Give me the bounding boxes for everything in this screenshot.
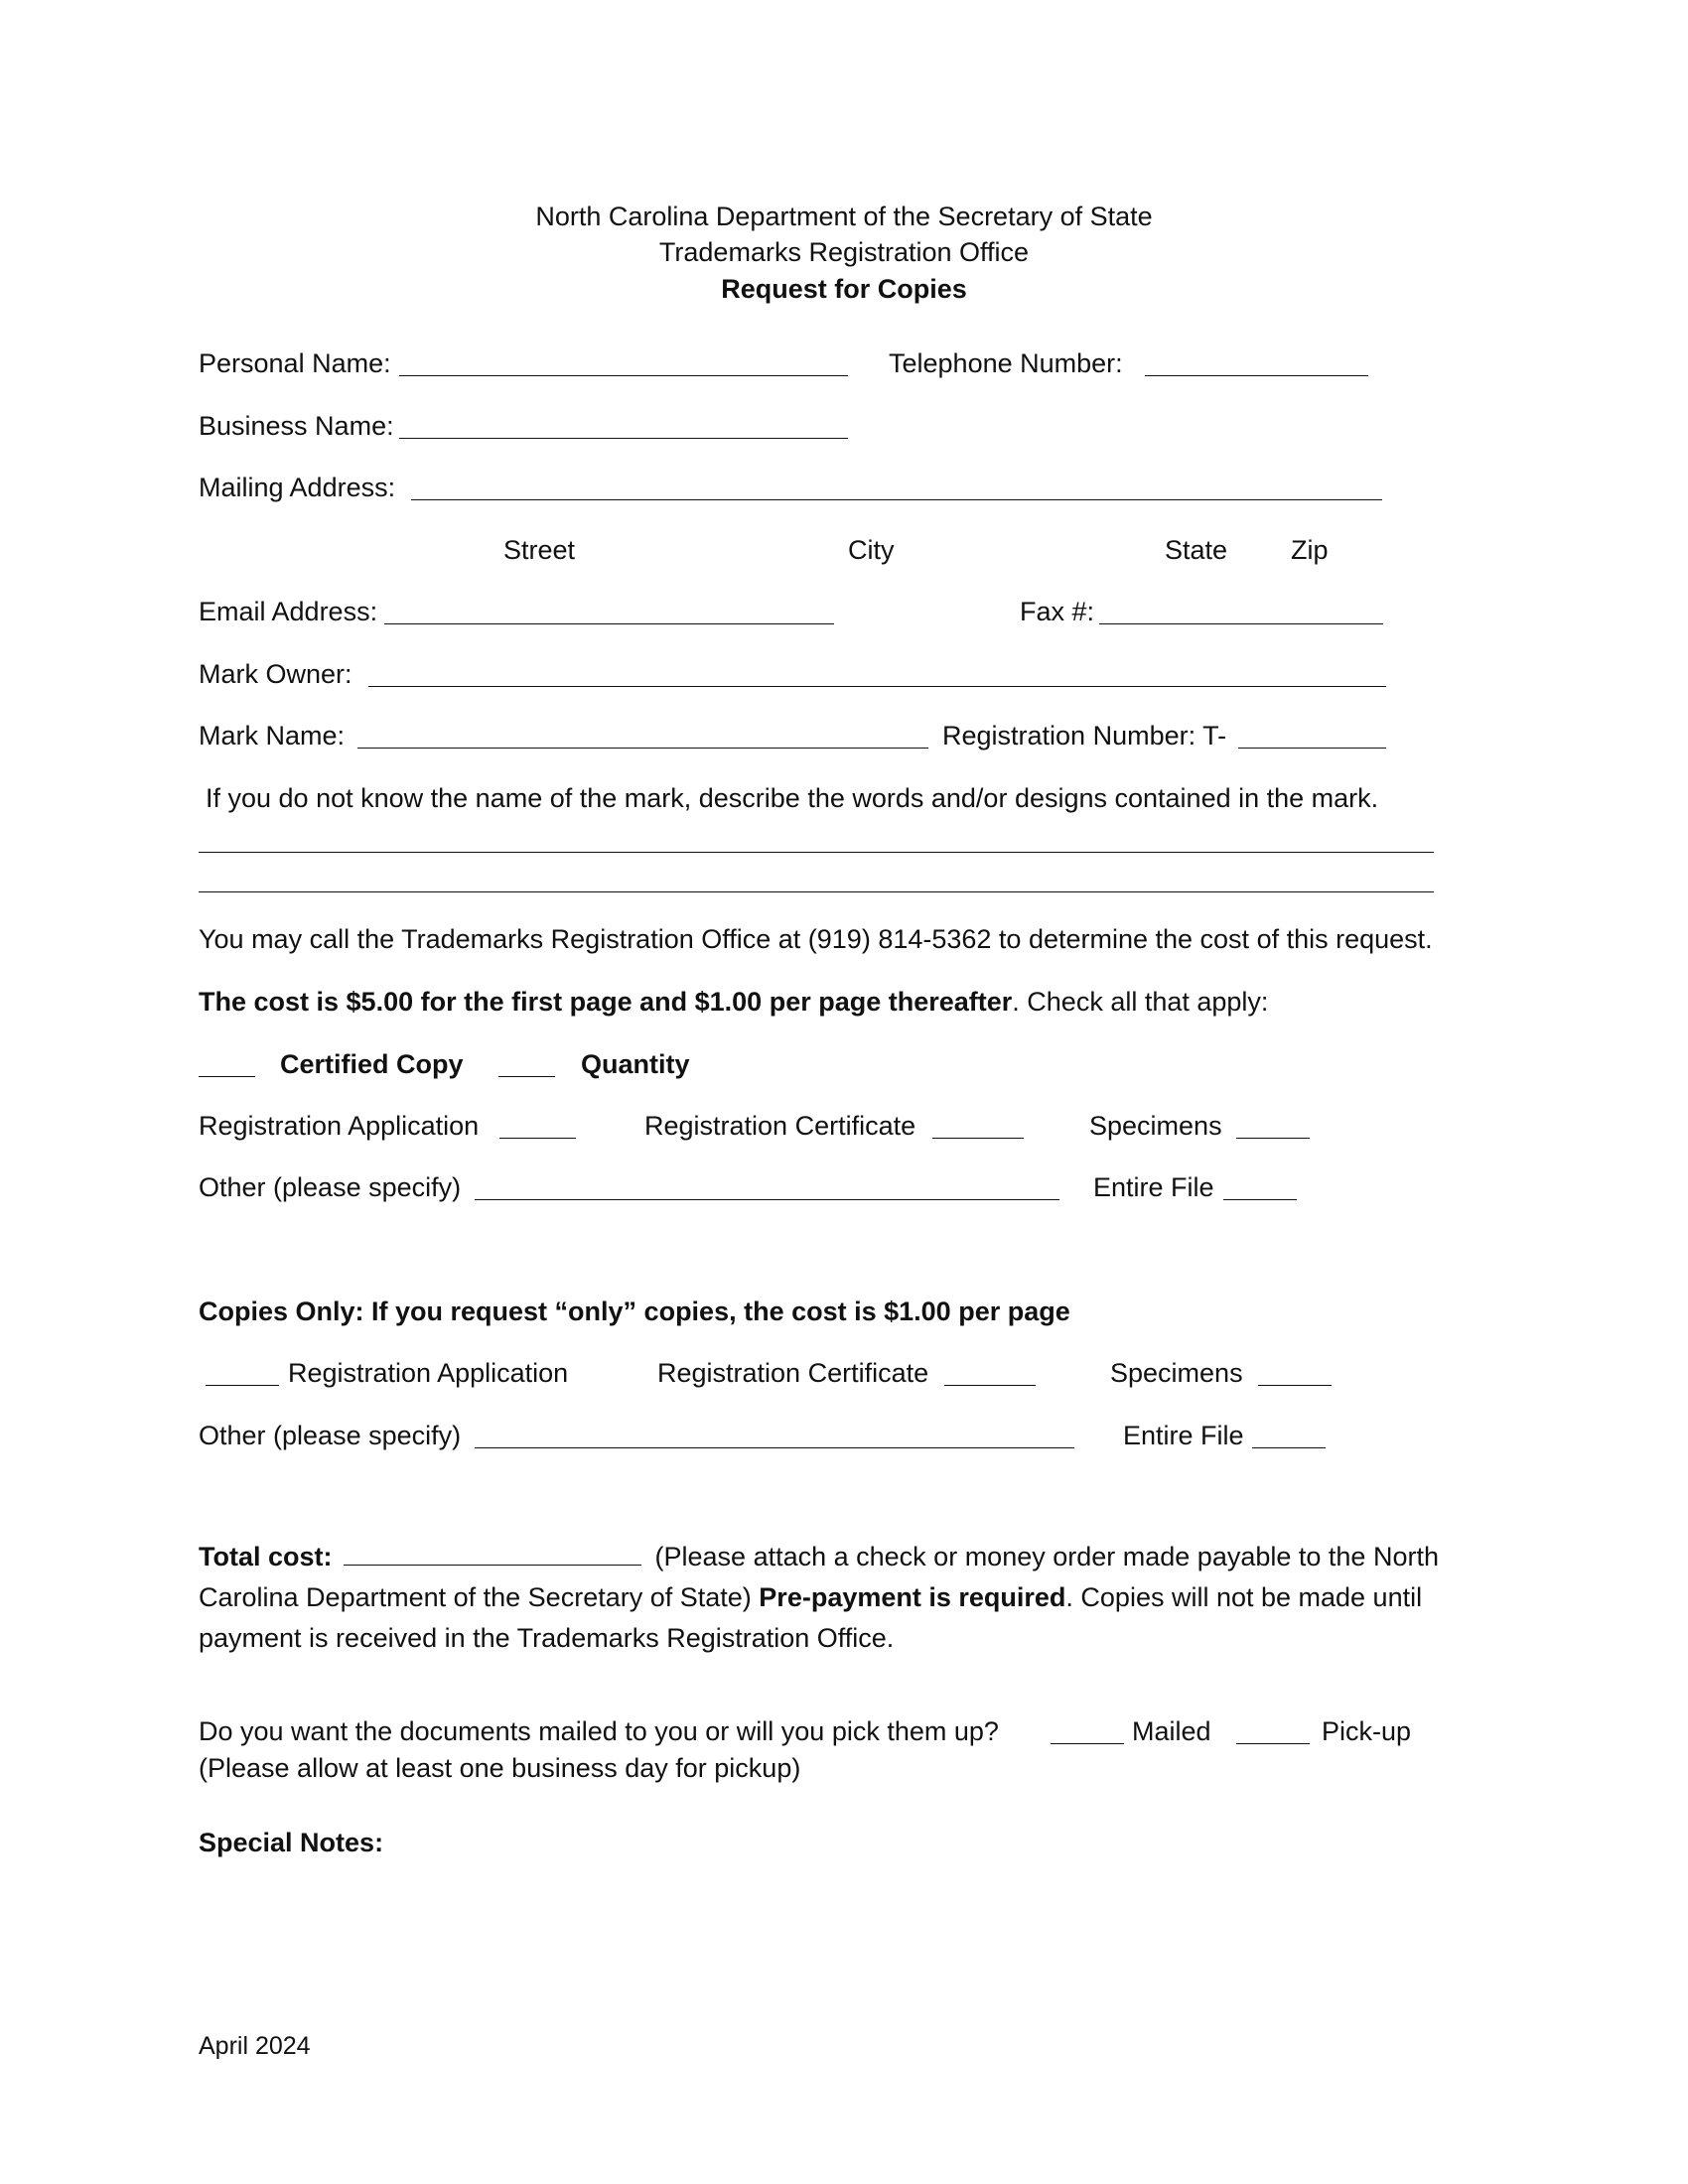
address-state-label: State [1165,535,1228,565]
mailing-address-label: Mailing Address: [199,473,396,502]
copies-only-specimens-field[interactable] [1258,1385,1332,1386]
describe-mark-line-1[interactable] [199,852,1434,853]
mailed-label: Mailed [1132,1716,1211,1746]
total-cost-label: Total cost: [199,1542,333,1571]
certified-other-field[interactable] [475,1199,1059,1200]
prepayment-required: Pre-payment is required [759,1582,1066,1612]
certified-copy-check[interactable] [199,1076,255,1077]
total-cost-instructions: (Please attach a check or money order made payable to the North Carolina Department of the Secretary of State) [199,1542,1439,1612]
address-city-label: City [848,535,895,565]
telephone-label: Telephone Number: [889,348,1123,378]
certified-entire-file-field[interactable] [1223,1199,1297,1200]
copies-only-reg-application-field[interactable] [206,1385,279,1386]
business-name-field[interactable] [399,438,848,439]
email-field[interactable] [384,623,834,624]
mailed-check[interactable] [1051,1743,1124,1744]
mark-name-label: Mark Name: [199,721,346,751]
business-name-label: Business Name: [199,411,394,441]
total-cost-note: . Copies will not be made until payment is received in the Trademarks Registration Office. [199,1582,1423,1653]
header-office: Trademarks Registration Office [658,237,1030,267]
certified-entire-file-label: Entire File [1093,1172,1214,1202]
telephone-field[interactable] [1145,375,1368,376]
quantity-field[interactable] [498,1076,555,1077]
copies-only-other-label: Other (please specify) [199,1421,462,1450]
certified-specimens-field[interactable] [1236,1138,1310,1139]
pickup-label: Pick-up [1322,1716,1412,1746]
copies-only-other-field[interactable] [475,1447,1074,1448]
email-label: Email Address: [199,597,378,626]
certified-reg-certificate-label: Registration Certificate [644,1111,916,1141]
header-department: North Carolina Department of the Secretary of State [535,202,1153,231]
personal-name-field[interactable] [399,375,848,376]
quantity-label: Quantity [581,1049,690,1079]
address-zip-label: Zip [1291,535,1329,565]
fax-label: Fax #: [1020,597,1095,626]
registration-number-label: Registration Number: T- [942,721,1227,751]
mark-owner-field[interactable] [368,686,1386,687]
certified-reg-application-field[interactable] [499,1138,576,1139]
copies-only-entire-file-field[interactable] [1252,1447,1326,1448]
pickup-note: (Please allow at least one business day for pickup) [199,1753,801,1783]
address-street-label: Street [503,535,576,565]
copies-only-specimens-label: Specimens [1110,1358,1243,1388]
cost-notice-bold: The cost is $5.00 for the first page and $1.00 per page thereafter [199,987,1013,1017]
mailing-address-field[interactable] [411,499,1382,500]
call-notice: You may call the Trademarks Registration Office at (919) 814-5362 to determine the cost of this request. [199,924,1433,954]
personal-name-label: Personal Name: [199,348,391,378]
special-notes-label: Special Notes: [199,1828,384,1857]
total-cost-field[interactable] [344,1564,641,1566]
fax-field[interactable] [1099,623,1383,624]
certified-copy-label: Certified Copy [280,1049,464,1079]
footer-date: April 2024 [199,2032,311,2060]
certified-reg-application-label: Registration Application [199,1111,480,1141]
registration-number-field[interactable] [1238,748,1386,749]
delivery-question: Do you want the documents mailed to you or will you pick them up? [199,1716,999,1746]
certified-specimens-label: Specimens [1089,1111,1222,1141]
certified-reg-certificate-field[interactable] [932,1138,1024,1139]
copies-only-reg-certificate-field[interactable] [944,1385,1036,1386]
describe-mark-line-2[interactable] [199,891,1434,892]
cost-notice [199,986,1268,1018]
copies-only-reg-certificate-label: Registration Certificate [657,1358,929,1388]
copies-only-entire-file-label: Entire File [1123,1421,1244,1450]
pickup-check[interactable] [1236,1743,1310,1744]
mark-owner-label: Mark Owner: [199,659,352,689]
copies-only-reg-application-label: Registration Application [288,1358,569,1388]
cost-notice-rest: . Check all that apply: [1012,987,1269,1017]
form-title: Request for Copies [721,274,967,304]
certified-other-label: Other (please specify) [199,1172,462,1202]
mark-name-field[interactable] [357,748,928,749]
copies-only-heading: Copies Only: If you request “only” copies, the cost is $1.00 per page [199,1297,1070,1326]
describe-mark-prompt: If you do not know the name of the mark, describe the words and/or designs contained in the mark. [206,783,1379,813]
total-cost-paragraph [199,1537,1489,1659]
